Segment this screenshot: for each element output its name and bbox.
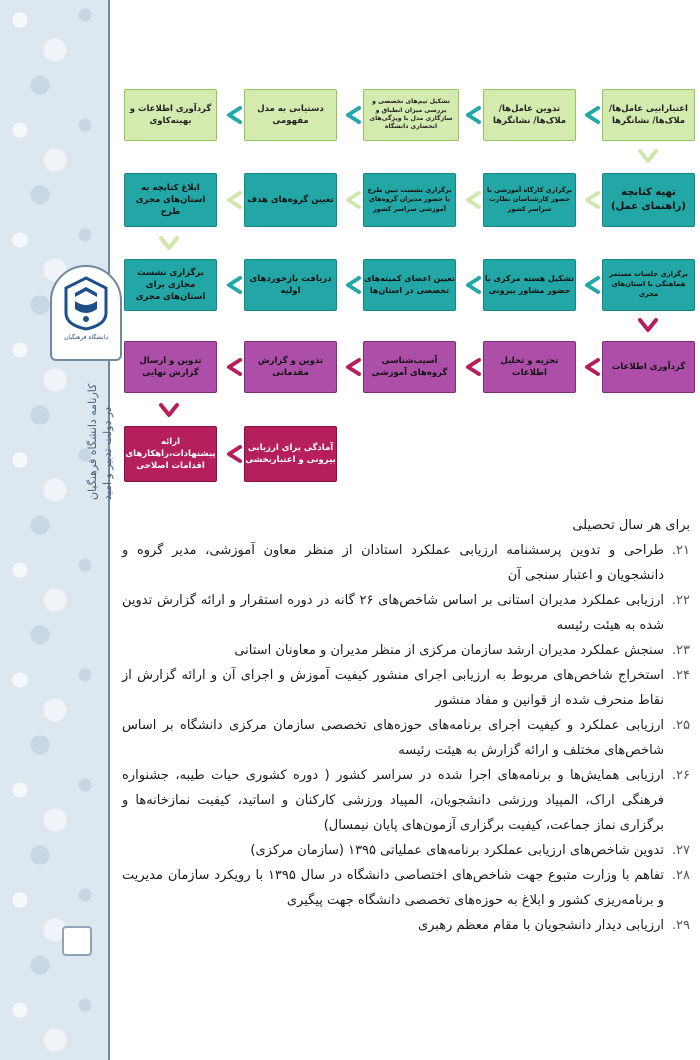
- flow-step-22: ارائه پیشنهادات،راهکارهای اقدامات اصلاحی: [124, 426, 217, 482]
- flow-step-8: برگزاری نشست تبین طرح با حضور مدیران گروه‌های آموزشی سراسر کشور: [363, 173, 456, 227]
- list-item: [122, 588, 690, 638]
- flow-step-9: تعیین گروه‌های هدف: [244, 173, 337, 227]
- arrow-left-icon: [222, 444, 242, 464]
- flow-step-15: برگزاری نشست مجازی برای استان‌های مجری: [124, 259, 217, 311]
- item-number: ۲۳.: [671, 643, 690, 658]
- arrow-left-icon: [341, 275, 361, 295]
- flow-step-16: گردآوری اطلاعات: [602, 341, 695, 393]
- arrow-left-icon: [461, 190, 481, 210]
- logo-caption: دانشگاه فرهنگیان: [63, 334, 109, 341]
- arrow-left-icon: [580, 190, 600, 210]
- flow-step-6: تهیه کتابچه (راهنمای عمل): [602, 173, 695, 227]
- sidebar-divider: [108, 0, 110, 1060]
- item-text: استخراج شاخص‌های مربوط به ارزیابی اجرای منشور کیفیت آموزش و اجرای آن و ارائه گزارش از نقاط منحرف شده از قوانین و مفاد منشور: [122, 668, 664, 708]
- item-number: ۲۸.: [671, 868, 690, 883]
- flow-step-13: تعیین اعضای کمیته‌های تخصصی در استان‌ها: [363, 259, 456, 311]
- list-item: [122, 663, 690, 713]
- vertical-title-line2: در دولت تدبیر و امید: [101, 406, 114, 500]
- arrow-left-icon: [341, 190, 361, 210]
- item-text: تفاهم با وزارت متبوع جهت شاخص‌های اختصاصی دانشگاه در سال ۱۳۹۵ با رویکرد سازمان مدیریت و برنامه‌ریزی کشور و ابلاغ به حوزه‌های تخصصی دانشگاه جهت پیگیری: [122, 868, 664, 908]
- item-number: ۲۷.: [671, 843, 690, 858]
- item-text: ارزیابی عملکرد و کیفیت اجرای برنامه‌های حوزه‌های تخصصی سازمان مرکزی دانشگاه بر اساس شاخص‌های مختلف و ارائه گزارش به هیئت رئیسه: [122, 718, 664, 758]
- flow-step-12: تشکیل هسته مرکزی با حضور مشاور بیرونی: [483, 259, 576, 311]
- list-item: [122, 763, 690, 838]
- list-item: [122, 863, 690, 913]
- arrow-left-icon: [461, 105, 481, 125]
- list-item: [122, 713, 690, 763]
- item-number: ۲۵.: [671, 718, 690, 733]
- university-logo: [50, 265, 122, 361]
- university-logo-icon: [61, 275, 111, 331]
- sidebar-pattern: [0, 0, 108, 1060]
- item-text: ارزیابی عملکرد مدیران استانی بر اساس شاخص‌های ۲۶ گانه در دوره استقرار و ارائه گزارش تدوین شده به هیئت رئیسه: [122, 593, 665, 633]
- arrow-left-icon: [461, 357, 481, 377]
- vertical-title-line1: کارنامه دانشگاه فرهنگیان: [86, 383, 99, 500]
- arrow-down-icon: [158, 232, 180, 254]
- item-number: ۲۶.: [671, 768, 690, 783]
- list-item: [122, 638, 690, 663]
- body-text: [122, 513, 690, 938]
- item-text: ارزیابی دیدار دانشجویان با مقام معظم رهبری: [417, 918, 664, 933]
- arrow-left-icon: [461, 275, 481, 295]
- intro-line: برای هر سال تحصیلی: [572, 518, 690, 533]
- flow-step-5: گردآوری اطلاعات و بهینه‌کاوی: [124, 89, 217, 141]
- item-text: ارزیابی همایش‌ها و برنامه‌های اجرا شده در سراسر کشور ( دوره کشوری حیات طیبه، جشنواره فرهنگی اراک، المپیاد ورزشی دانشجویان، المپیاد ورزشی کارکنان و اساتید، کیفیت نمازخانه‌ها و برگزاری نماز جماعت، کیفیت برگزاری آزمون‌های پایان نیمسال): [122, 768, 664, 833]
- flow-step-2: تدوین عامل‌ها/ ملاک‌ها/ نشانگرها: [483, 89, 576, 141]
- arrow-left-icon: [222, 105, 242, 125]
- page-number-box: [62, 926, 92, 956]
- list-item: [122, 538, 690, 588]
- flow-step-14: دریافت بازخوردهای اولیه: [244, 259, 337, 311]
- flow-step-4: دستیابی به مدل مفهومی: [244, 89, 337, 141]
- flow-step-19: تدوین و گزارش مقدماتی: [244, 341, 337, 393]
- flow-step-21: آمادگی برای ارزیابی بیرونی و اعتباربخشی: [244, 426, 337, 482]
- arrow-left-icon: [580, 275, 600, 295]
- list-item: [122, 913, 690, 938]
- arrow-left-icon: [341, 105, 361, 125]
- arrow-left-icon: [341, 357, 361, 377]
- item-number: ۲۱.: [671, 543, 690, 558]
- flow-step-11: برگزاری جلسات مستمر هماهنگی با استان‌های مجری: [602, 259, 695, 311]
- flow-step-17: تجزیه و تحلیل اطلاعات: [483, 341, 576, 393]
- arrow-left-icon: [580, 105, 600, 125]
- item-number: ۲۲.: [671, 593, 690, 608]
- arrow-left-icon: [222, 190, 242, 210]
- arrow-left-icon: [222, 275, 242, 295]
- flow-step-18: آسیب‌شناسی گروه‌های آموزشی: [363, 341, 456, 393]
- item-number: ۲۴.: [671, 668, 690, 683]
- flow-step-10: ابلاغ کتابچه به استان‌های مجری طرح: [124, 173, 217, 227]
- item-text: طراحی و تدوین پرسشنامه ارزیابی عملکرد استادان از منظر معاون آموزشی، مدیر گروه و دانشجویان و اعتبار سنجی آن: [122, 543, 664, 583]
- list-item: [122, 838, 690, 863]
- flow-step-1: اعتبارابیی عامل‌ها/ ملاک‌ها/ نشانگرها: [602, 89, 695, 141]
- arrow-left-icon: [222, 357, 242, 377]
- flow-step-7: برگزاری کارگاه آموزشی با حضور کارشناسان نظارت سراسر کشور: [483, 173, 576, 227]
- flow-step-3: تشکیل تیم‌های تخصصی و بررسی میزان انطباق و سازگاری مدل با ویژگی‌های انحصاری دانشگاه: [363, 89, 459, 141]
- item-text: سنجش عملکرد مدیران ارشد سازمان مرکزی از منظر مدیران و معاونان استانی: [234, 643, 664, 658]
- item-number: ۲۹.: [671, 918, 690, 933]
- arrow-down-icon: [158, 399, 180, 421]
- arrow-down-icon: [637, 314, 659, 336]
- arrow-left-icon: [580, 357, 600, 377]
- arrow-down-icon: [637, 145, 659, 167]
- flow-step-20: تدوین و ارسال گزارش نهایی: [124, 341, 217, 393]
- item-text: تدوین شاخص‌های ارزیابی عملکرد برنامه‌های عملیاتی ۱۳۹۵ (سازمان مرکزی): [250, 843, 664, 858]
